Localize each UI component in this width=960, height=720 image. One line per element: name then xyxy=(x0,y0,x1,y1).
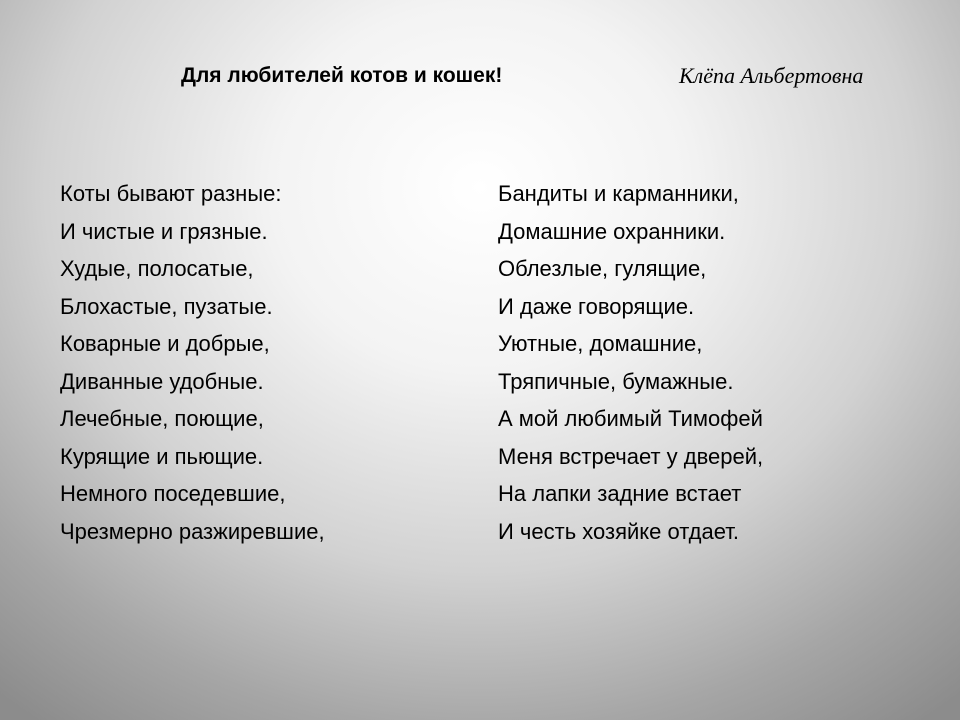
poem-line: И честь хозяйке отдает. xyxy=(498,518,739,544)
poem-line: Немного поседевшие, xyxy=(60,481,286,506)
poem-line: Уютные, домашние, xyxy=(498,331,703,356)
poem-line: Бандиты и карманники, xyxy=(498,181,739,206)
poem-line: Диванные удобные. xyxy=(60,368,264,394)
poem-line: Облезлые, гулящие, xyxy=(498,256,707,281)
poem-line: Коварные и добрые, xyxy=(60,331,270,356)
poem-line: Меня встречает у дверей, xyxy=(498,443,764,469)
poem-line: Курящие и пьющие. xyxy=(60,443,264,469)
poem-title: Для любителей котов и кошек! xyxy=(181,64,503,87)
poem-line: На лапки задние встает xyxy=(498,481,742,506)
poem-line: Блохастые, пузатые. xyxy=(60,293,273,319)
poem-line: Чрезмерно разжиревшие, xyxy=(60,518,325,544)
poem-line: Лечебные, поющие, xyxy=(60,406,264,431)
poem-line: И чистые и грязные. xyxy=(60,218,268,244)
poem-author: Клёпа Альбертовна xyxy=(679,63,864,88)
poem-line: Домашние охранники. xyxy=(498,218,726,244)
poem-line: Тряпичные, бумажные. xyxy=(498,368,734,394)
poem-column-right xyxy=(498,175,763,550)
poem-line: Коты бывают разные: xyxy=(60,181,282,206)
poem-line: Худые, полосатые, xyxy=(60,256,254,281)
poem-column-left xyxy=(60,175,325,550)
poem-line: И даже говорящие. xyxy=(498,293,695,319)
poem-line: А мой любимый Тимофей xyxy=(498,406,763,431)
